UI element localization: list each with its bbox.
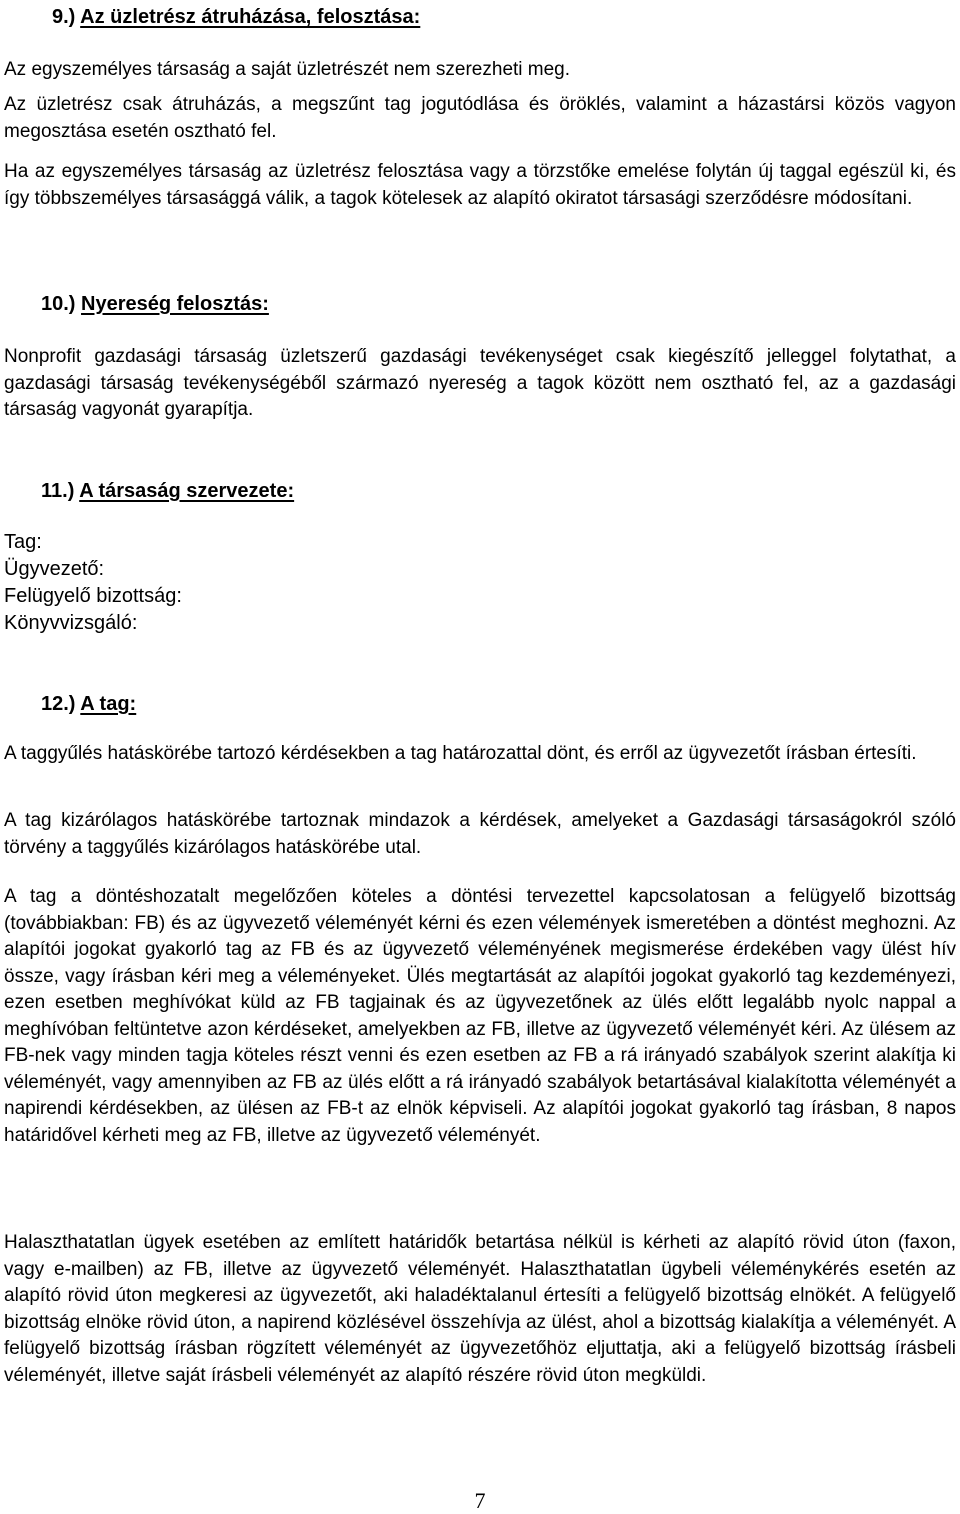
section-9-paragraph-3: Ha az egyszemélyes társaság az üzletrész felosztása vagy a törzstőke emelése folytán új taggal egészül ki, és így többszemélyes társasággá válik, a tagok kötelesek az alapító okiratot társasági szerződésre módosítani. [4, 161, 956, 209]
section-9-title: Az üzletrész átruházása, felosztása: [80, 6, 421, 28]
section-10-heading [41, 292, 269, 316]
section-12-title: A tag: [80, 693, 137, 715]
section-11-number: 11.) [41, 480, 75, 502]
section-12-paragraph-3: A tag a döntéshozatalt megelőzően köteles a döntési tervezettel kapcsolatosan a felügyelő bizottság (továbbiakban: FB) és az ügyvezető véleményét kérni és ezen vélemények ismeretében a döntést meghozni. Az alapítói jogokat gyakorló tag az FB és az ügyvezető véleményének megismerése érdekében vagy ülést hív össze, vagy írásban kéri meg a véleményeket. Ülés megtartását az alapítói jogokat gyakorló tag kezdeményezi, ezen esetben meghívókat küld az FB tagjainak és az ügyvezetőnek az ülés előtt legalább nyolc nappal a meghívóban feltüntetve azon kérdéseket, amelyekben az FB, illetve az ügyvezető véleményét kéri. Az ülésem az FB-nek vagy minden tagja köteles részt venni és ezen esetben az FB a rá irányadó szabályok szerint alakítja ki véleményét, vagy amennyiben az FB az ülés előtt a rá irányadó szabályok betartásával kialakította véleményét a napirendi kérdésekben, az ülésen az FB-t az elnök képviseli. Az alapítói jogokat gyakorló tag írásban, 8 napos határidővel kérheti meg az FB, illetve az ügyvezető véleményét. [4, 886, 956, 1146]
section-11-heading [41, 479, 294, 503]
section-12-paragraph-2: A tag kizárólagos hatáskörébe tartoznak mindazok a kérdések, amelyeket a Gazdasági társaságokról szóló törvény a taggyűlés kizárólagos hatáskörébe utal. [4, 810, 956, 858]
section-12-paragraph-1: A taggyűlés hatáskörébe tartozó kérdésekben a tag határozattal dönt, és erről az ügyvezetőt írásban értesíti. [4, 743, 917, 764]
role-member: Tag: [4, 531, 42, 553]
page-number: 7 [474, 1488, 486, 1513]
section-12-number: 12.) [41, 693, 76, 715]
section-10-title: Nyereség felosztás: [81, 293, 269, 315]
role-supervisory-board: Felügyelő bizottság: [4, 585, 182, 607]
section-10-paragraph-1: Nonprofit gazdasági társaság üzletszerű gazdasági tevékenységet csak kiegészítő jelleggel folytathat, a gazdasági társaság tevékenységéből származó nyereség a tagok között nem osztható fel, az a gazdasági társaság vagyonát gyarapítja. [4, 346, 956, 420]
role-auditor: Könyvvizsgáló: [4, 612, 138, 634]
section-9-paragraph-2: Az üzletrész csak átruházás, a megszűnt tag jogutódlása és öröklés, valamint a házastársi közös vagyon megosztása esetén osztható fel. [4, 94, 956, 142]
section-12-heading [41, 692, 136, 716]
section-9-heading [52, 5, 420, 29]
role-managing-director: Ügyvezető: [4, 558, 105, 580]
section-11-title: A társaság szervezete: [79, 480, 295, 502]
section-10-number: 10.) [41, 293, 76, 315]
section-9-paragraph-1: Az egyszemélyes társaság a saját üzletrészét nem szerezheti meg. [4, 59, 571, 80]
section-12-paragraph-4: Halaszthatatlan ügyek esetében az említett határidők betartása nélkül is kérheti az alapító rövid úton (faxon, vagy e-mailben) az FB, illetve az ügyvezető véleményét. Halaszthatatlan ügybeli véleménykérés esetén az alapító rövid úton megkeresi az ügyvezetőt, aki haladéktalanul értesíti a felügyelő bizottság elnökét. A felügyelő bizottság elnöke rövid úton, a napirend közlésével összehívja az ülést, ahol a bizottság kialakítja a véleményét. A felügyelő bizottság írásban rögzített véleményét az ügyvezetőhöz eljuttatja, aki a felügyelő bizottság írásbeli véleményét, illetve saját írásbeli véleményét az alapító részére rövid úton megküldi. [4, 1232, 956, 1386]
section-9-number: 9.) [52, 6, 76, 28]
